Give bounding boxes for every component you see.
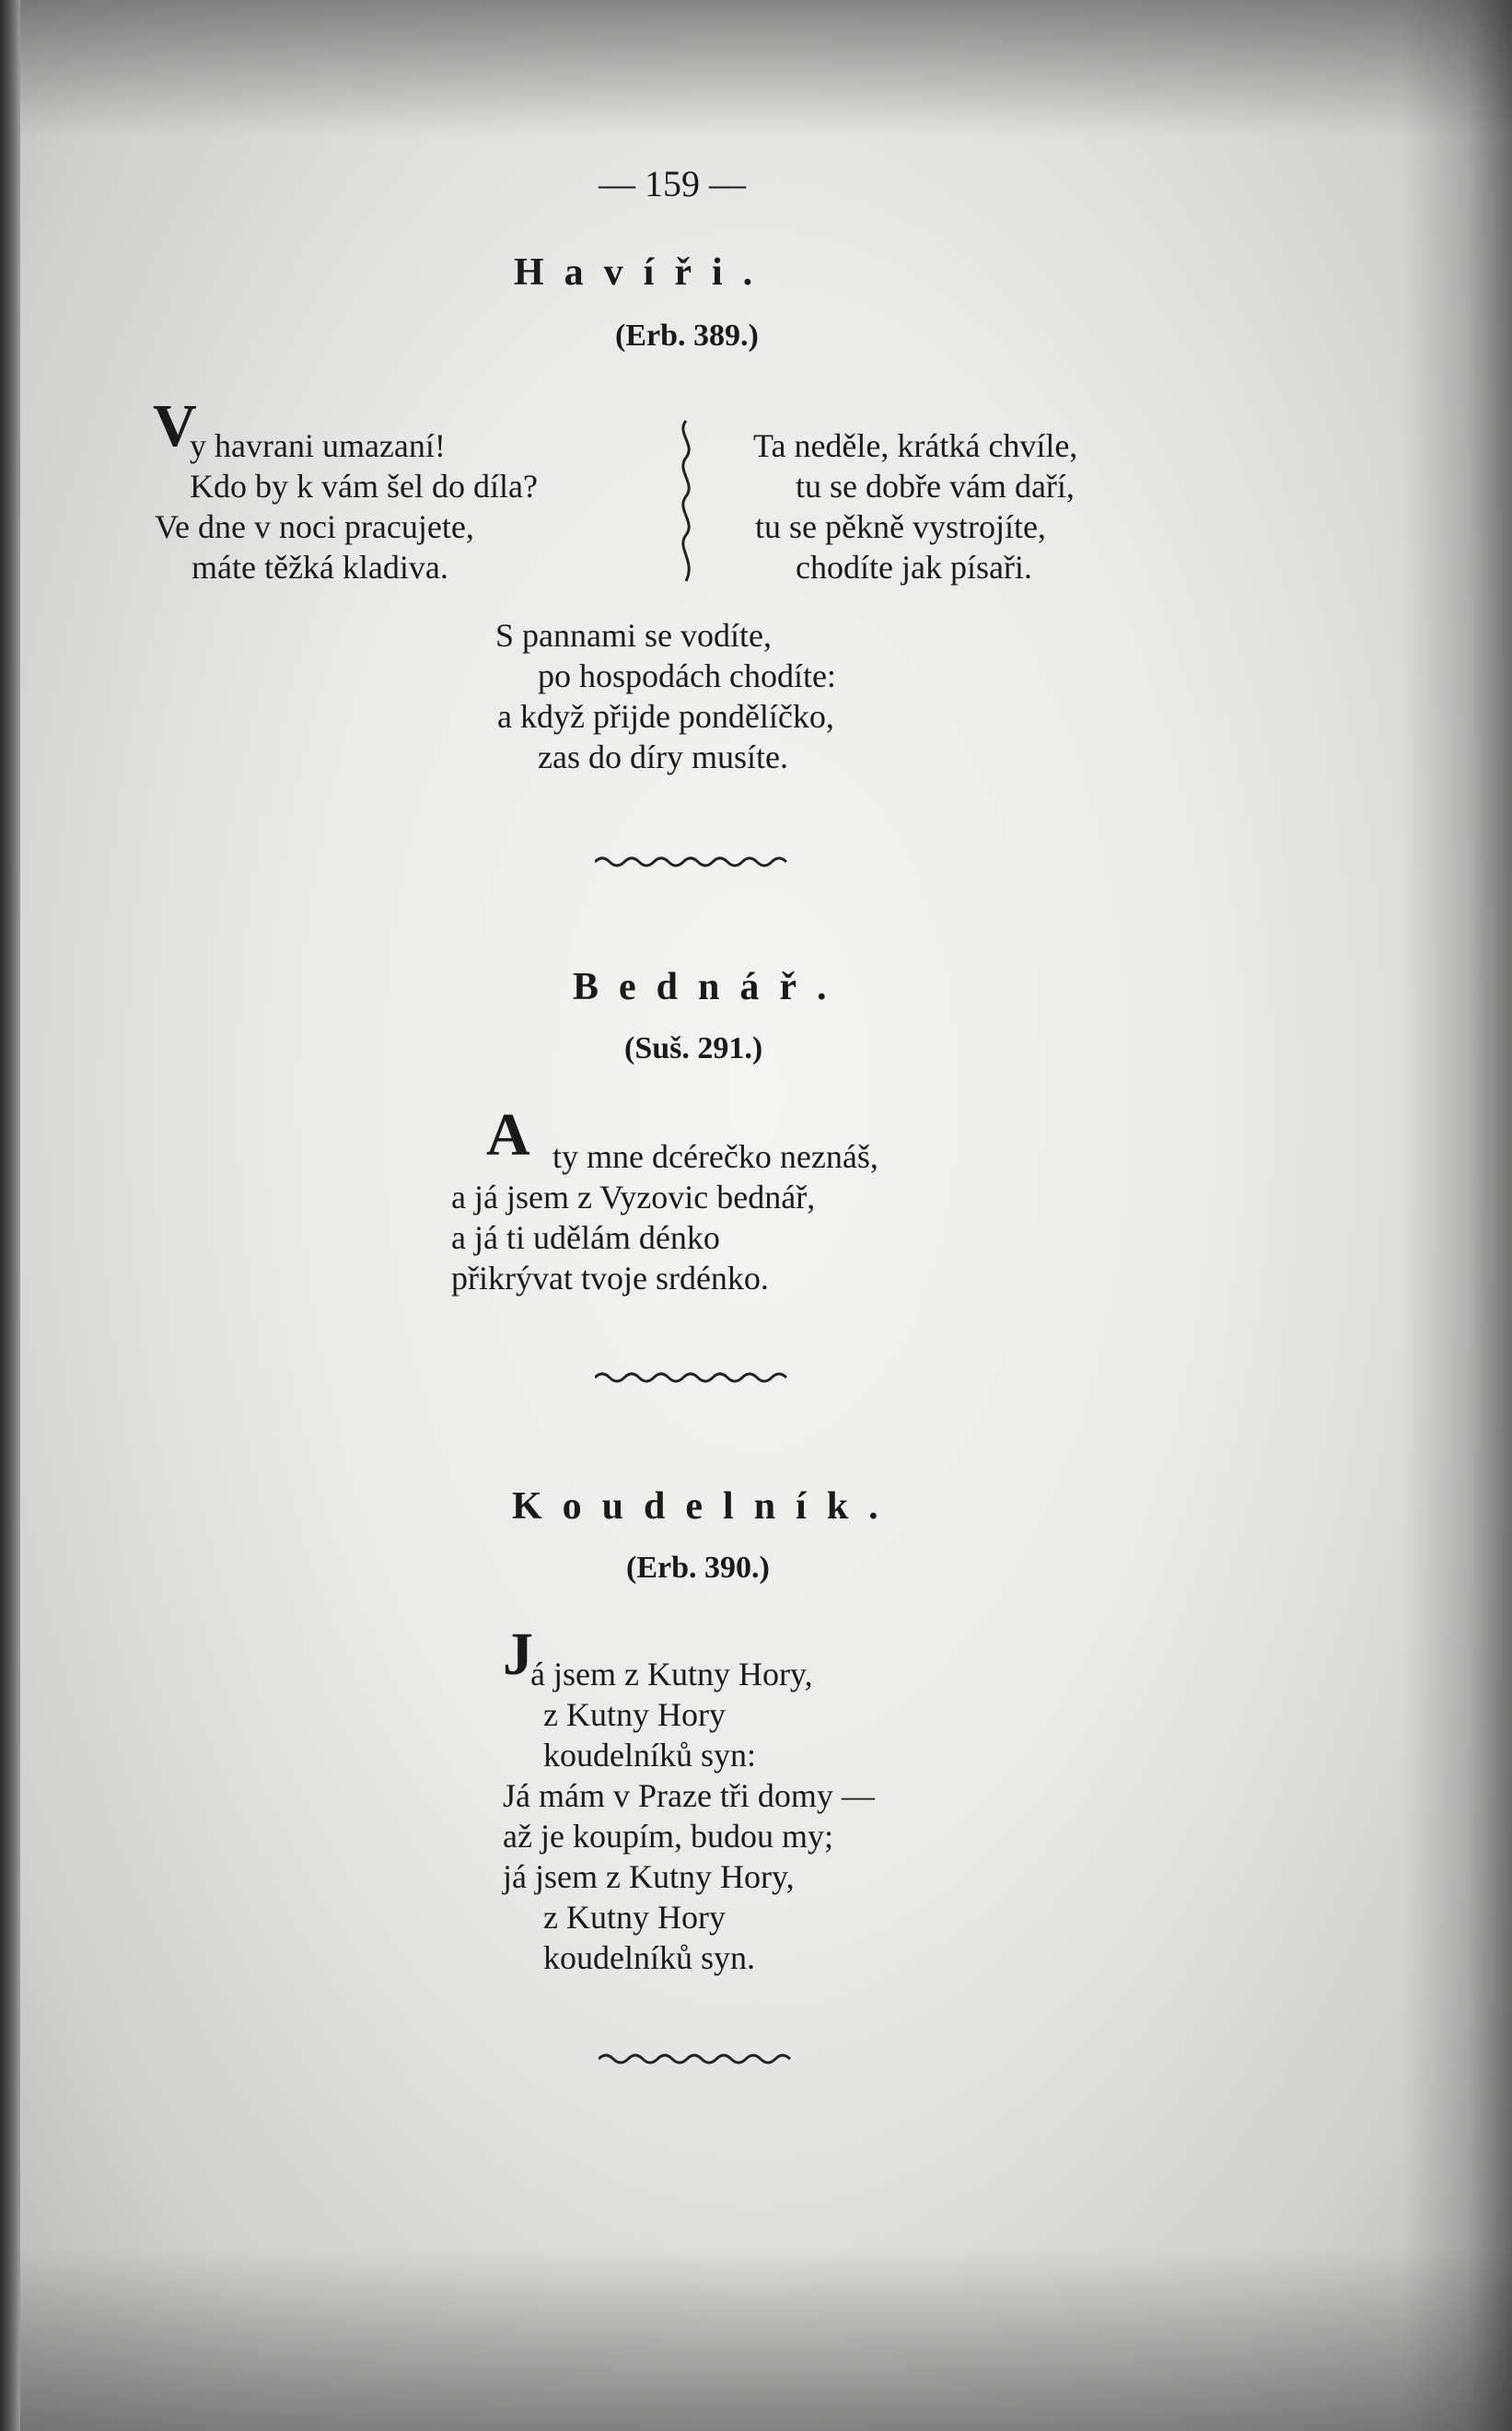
section-title-haviri: Havíři. [514,251,773,294]
verse-line: a když přijde pondělíčko, [497,698,834,735]
section-source-koudelnik: (Erb. 390.) [626,1551,770,1585]
page-shadow-bottom [0,2247,1512,2431]
verse-line: Já mám v Praze tři domy — [503,1777,875,1814]
page-binding-edge [0,0,20,2431]
verse-line: Ve dne v noci pracujete, [155,508,474,545]
verse-line: a já jsem z Vyzovic bednář, [451,1179,816,1216]
verse-line: ty mne dcérečko neznáš, [552,1138,878,1175]
page-shadow-top [0,0,1512,138]
verse-line: přikrývat tvoje srdénko. [451,1260,769,1297]
verse-line: po hospodách chodíte: [538,657,836,694]
dropcap-v: V [153,392,197,459]
page-number: — 159 — [599,163,746,204]
verse-line: z Kutny Hory [543,1899,726,1936]
verse-line: já jsem z Kutny Hory, [503,1858,795,1895]
section-divider [595,1370,792,1385]
verse-line: koudelníků syn: [543,1737,756,1774]
verse-brace [672,419,700,585]
verse-line: zas do díry musíte. [538,739,788,775]
section-divider [599,2052,792,2066]
verse-line: až je koupím, budou my; [503,1818,833,1855]
verse-line: Ta neděle, krátká chvíle, [753,427,1078,464]
section-title-bednar: Bednář. [573,966,847,1008]
verse-line: tu se dobře vám daří, [796,468,1075,505]
verse-line: koudelníků syn. [543,1939,755,1976]
verse-line: máte těžká kladiva. [192,549,448,586]
verse-line: chodíte jak písaři. [796,549,1032,586]
verse-line: S pannami se vodíte, [495,617,772,654]
section-source-bednar: (Suš. 291.) [624,1031,763,1065]
section-title-koudelnik: Koudelník. [512,1485,899,1528]
verse-line: á jsem z Kutny Hory, [530,1656,813,1692]
verse-line: z Kutny Hory [543,1696,726,1733]
section-source-haviri: (Erb. 389.) [615,319,759,353]
verse-line: Kdo by k vám šel do díla? [190,468,538,505]
verse-line: a já ti udělám dénko [451,1219,720,1256]
page-shadow-right [1402,0,1512,2431]
verse-line: tu se pěkně vystrojíte, [755,508,1046,545]
section-divider [595,855,788,869]
dropcap-j: J [503,1621,533,1688]
verse-line: y havrani umazaní! [190,427,446,464]
dropcap-a: A [486,1101,530,1169]
